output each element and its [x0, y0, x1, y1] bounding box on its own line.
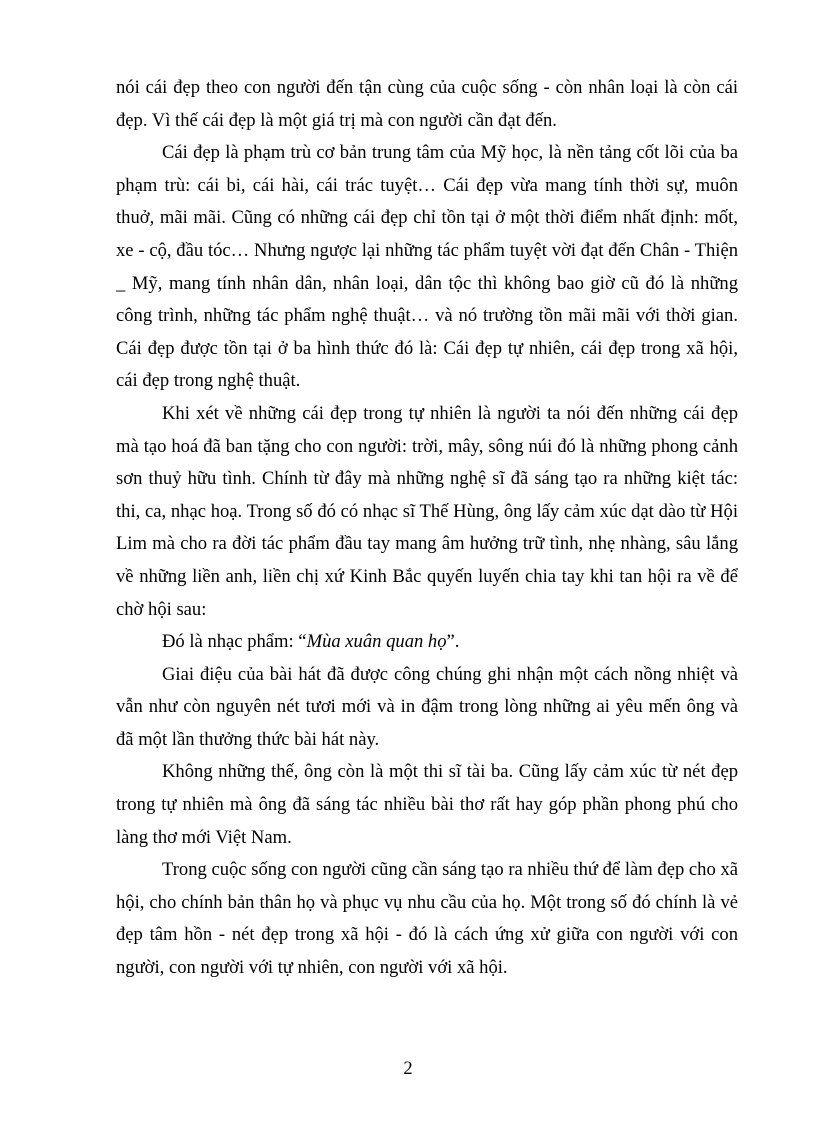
paragraph-6: Không những thế, ông còn là một thi sĩ tài ba. Cũng lấy cảm xúc từ nét đẹp trong tự nhiên mà ông đã sáng tác nhiều bài thơ rất hay góp phần phong phú cho làng thơ mới Việt Nam.	[116, 761, 738, 848]
paragraph-4-lead: Đó là nhạc phẩm: “	[162, 631, 307, 653]
paragraph-4	[116, 626, 738, 659]
paragraph-2: Cái đẹp là phạm trù cơ bản trung tâm của Mỹ học, là nền tảng cốt lõi của ba phạm trù: cái bi, cái hài, cái trác tuyệt… Cái đẹp vừa mang tính thời sự, muôn thuở, mãi mãi. Cũng có những cái đẹp chỉ tồn tại ở một thời điểm nhất định: mốt, xe - cộ, đầu tóc… Nhưng ngược lại những tác phẩm tuyệt vời đạt đến Chân - Thiện _ Mỹ, mang tính nhân dân, nhân loại, dân tộc thì không bao giờ cũ đó là những công trình, những tác phẩm nghệ thuật… và nó trường tồn mãi mãi với thời gian. Cái đẹp được tồn tại ở ba hình thức đó là: Cái đẹp tự nhiên, cái đẹp trong xã hội, cái đẹp trong nghệ thuật.	[116, 142, 738, 392]
page-number: 2	[403, 1058, 413, 1079]
document-page	[116, 72, 738, 985]
paragraph-1: nói cái đẹp theo con người đến tận cùng của cuộc sống - còn nhân loại là còn cái đẹp. Vì thế cái đẹp là một giá trị mà con người cần đạt đến.	[116, 77, 738, 131]
paragraph-4-tail: ”.	[446, 631, 460, 653]
paragraph-7: Trong cuộc sống con người cũng cần sáng tạo ra nhiều thứ để làm đẹp cho xã hội, cho chính bản thân họ và phục vụ nhu cầu của họ. Một trong số đó chính là vẻ đẹp tâm hồn - nét đẹp trong xã hội - đó là cách ứng xử giữa con người với con người, con người với tự nhiên, con người với xã hội.	[116, 859, 738, 979]
paragraph-3: Khi xét về những cái đẹp trong tự nhiên là người ta nói đến những cái đẹp mà tạo hoá đã ban tặng cho con người: trời, mây, sông núi đó là những phong cảnh sơn thuỷ hữu tình. Chính từ đây mà những nghệ sĩ đã sáng tạo ra những kiệt tác: thi, ca, nhạc hoạ. Trong số đó có nhạc sĩ Thế Hùng, ông lấy cảm xúc dạt dào từ Hội Lim mà cho ra đời tác phẩm đầu tay mang âm hưởng trữ tình, nhẹ nhàng, sâu lắng về những liền anh, liền chị xứ Kinh Bắc quyến luyến chia tay khi tan hội ra về để chờ hội sau:	[116, 402, 738, 620]
song-title: Mùa xuân quan họ	[306, 631, 447, 653]
paragraph-5: Giai điệu của bài hát đã được công chúng ghi nhận một cách nồng nhiệt và vẫn như còn nguyên nét tươi mới và in đậm trong lòng những ai yêu mến ông và đã một lần thưởng thức bài hát này.	[116, 663, 738, 750]
